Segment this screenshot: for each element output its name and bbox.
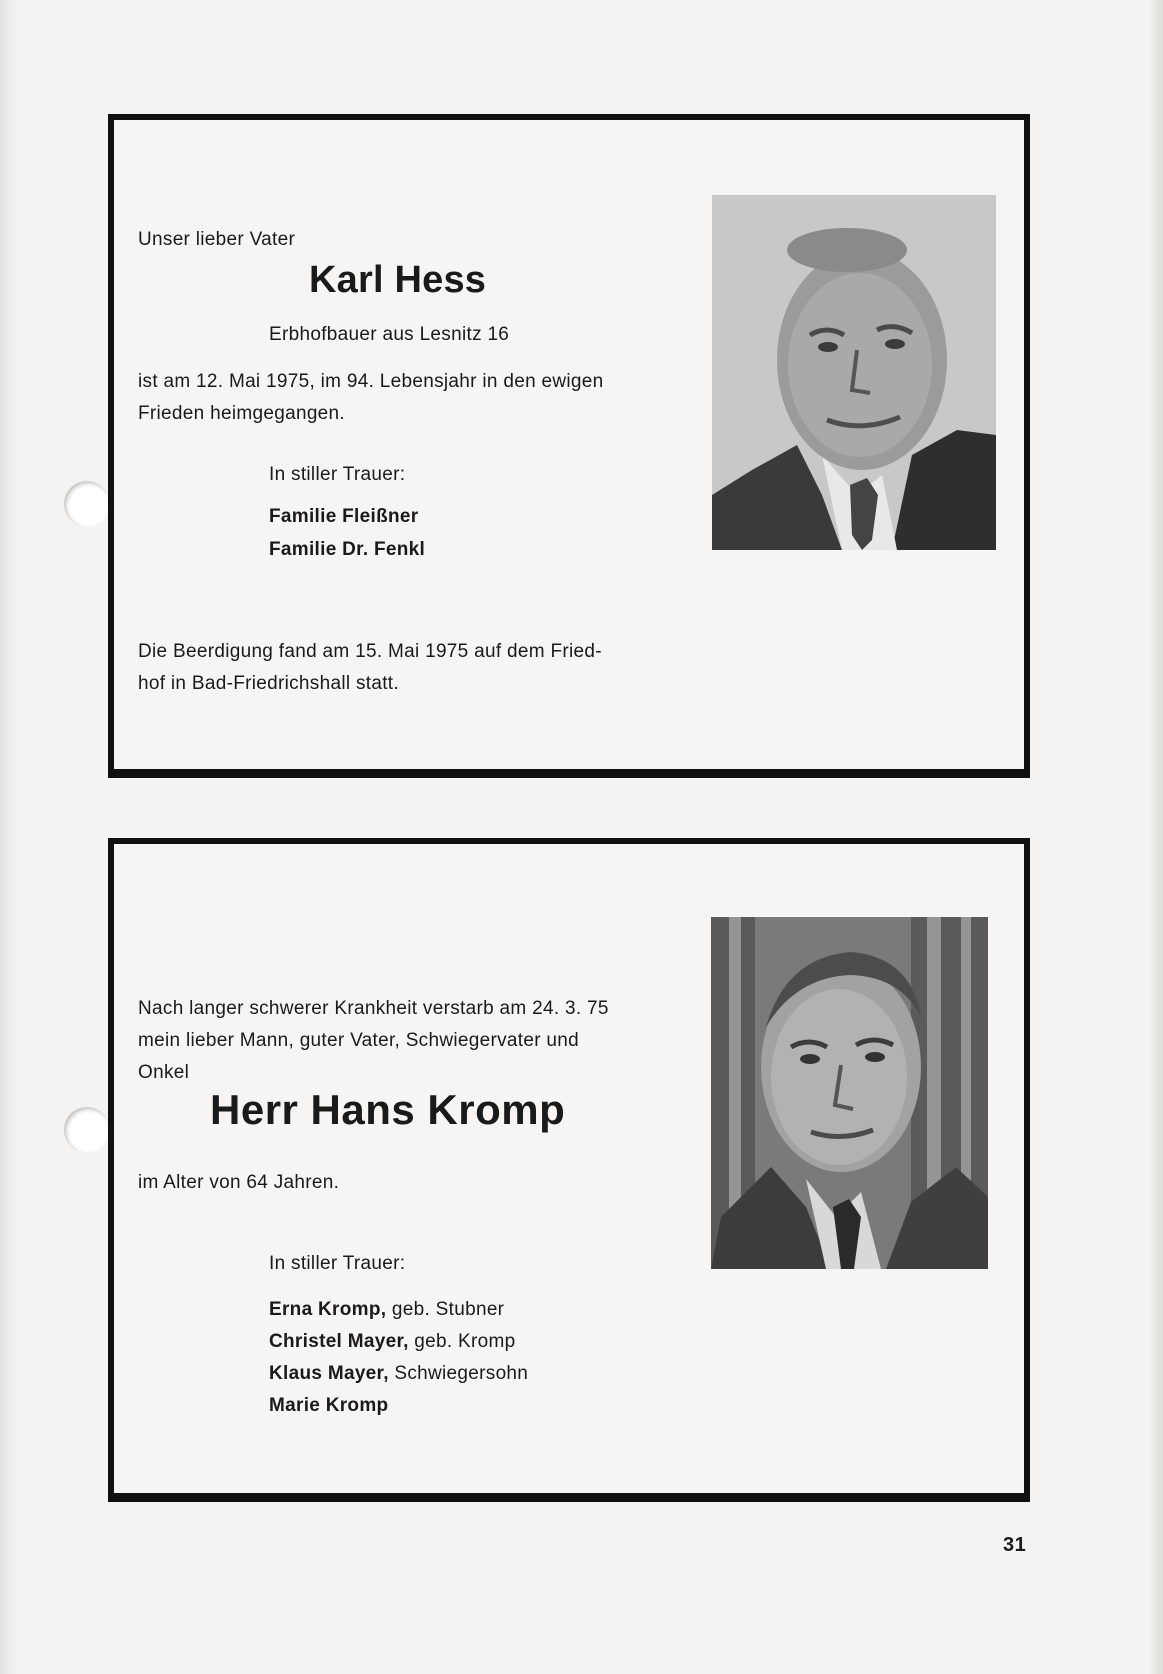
death-line-1: ist am 12. Mai 1975, im 94. Lebensjahr in den ewigen [138, 371, 604, 392]
mourner-family-fleissner: Familie Fleißner [269, 506, 419, 527]
obituary-notice-karl-hess [108, 114, 1030, 778]
burial-line-2: hof in Bad-Friedrichshall statt. [138, 673, 399, 694]
obituary-notice-hans-kromp [108, 838, 1030, 1502]
mourning-heading: In stiller Trauer: [269, 464, 406, 485]
notice-intro-line-3: Onkel [138, 1062, 190, 1083]
notice-intro-line-1: Nach langer schwerer Krankheit verstarb am 24. 3. 75 [138, 998, 609, 1019]
notice-intro-line-2: mein lieber Mann, guter Vater, Schwiegervater und [138, 1030, 580, 1051]
page-right-edge [1149, 0, 1163, 1674]
notice-intro: Unser lieber Vater [138, 229, 296, 250]
deceased-occupation: Erbhofbauer aus Lesnitz 16 [269, 324, 510, 345]
mourner-klaus-mayer: Klaus Mayer, Schwiegersohn [269, 1363, 529, 1384]
punch-hole-top [64, 481, 110, 527]
deceased-name: Herr Hans Kromp [210, 1086, 566, 1133]
page-number: 31 [1003, 1534, 1027, 1556]
portrait-photo [712, 195, 996, 550]
mourner-family-fenkl: Familie Dr. Fenkl [269, 539, 426, 560]
mourner-christel-mayer: Christel Mayer, geb. Kromp [269, 1331, 516, 1352]
punch-hole-bottom [64, 1107, 110, 1153]
page-left-edge [0, 0, 18, 1674]
death-line-2: Frieden heimgegangen. [138, 403, 345, 424]
burial-line-1: Die Beerdigung fand am 15. Mai 1975 auf dem Fried- [138, 641, 602, 662]
deceased-name: Karl Hess [309, 259, 487, 301]
mourner-erna-kromp: Erna Kromp, geb. Stubner [269, 1299, 505, 1320]
mourning-heading: In stiller Trauer: [269, 1253, 406, 1274]
age-line: im Alter von 64 Jahren. [138, 1172, 340, 1193]
portrait-photo [711, 917, 988, 1269]
mourner-marie-kromp: Marie Kromp [269, 1395, 389, 1416]
